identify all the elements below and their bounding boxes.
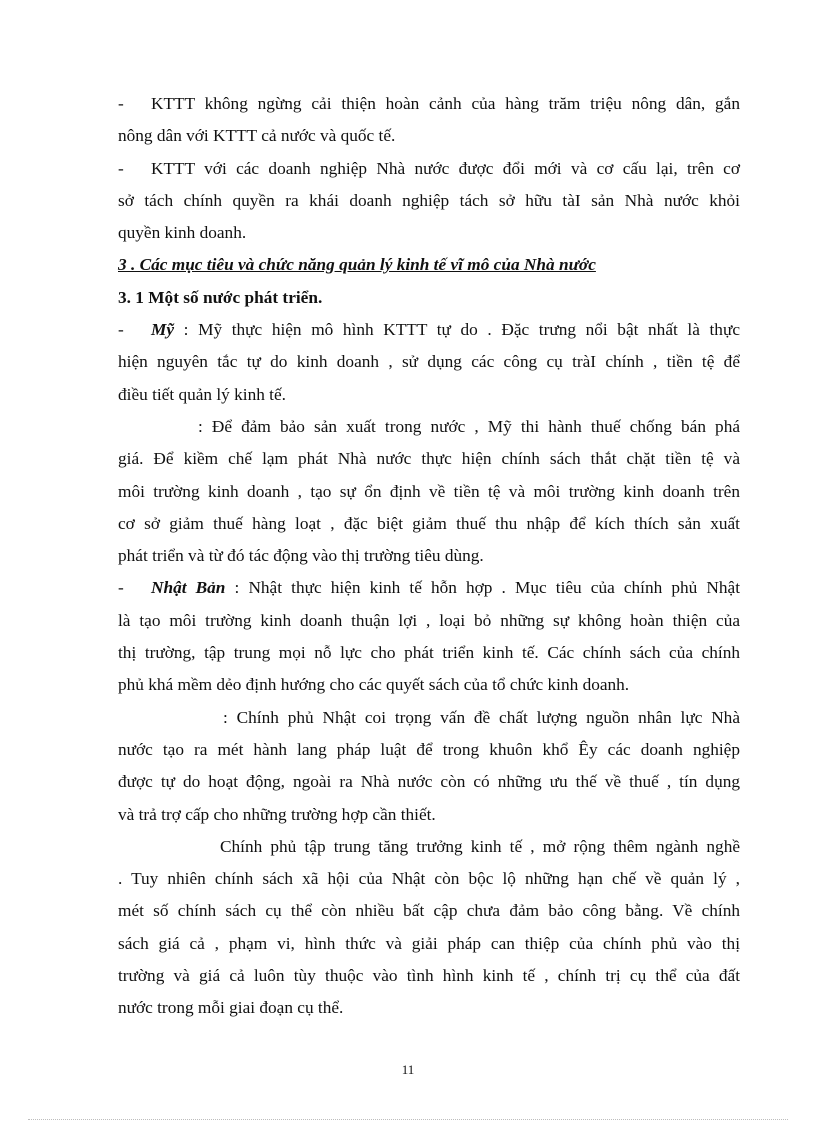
text-line-19: phủ khá mềm dẻo định hướng cho các quyết sách của tổ chức kinh doanh. — [118, 675, 630, 695]
section-heading: 3 . Các mục tiêu và chức năng quản lý kinh tế vĩ mô của Nhà nước — [118, 255, 596, 275]
text-line-20: : Chính phủ Nhật coi trọng vấn đề chất lượng nguồn nhân lực Nhà — [223, 707, 740, 727]
text-line-25: . Tuy nhiên chính sách xã hội của Nhật còn bộc lộ những hạn chế về quản lý , — [118, 869, 740, 889]
text-line-15: phát triển và từ đó tác động vào thị trường tiêu dùng. — [118, 546, 484, 566]
text-line-22: được tự do hoạt động, ngoài ra Nhà nước còn có những ưu thế về thuế , tín dụng — [118, 772, 740, 792]
country-label-my: Mỹ — [151, 320, 175, 340]
text-line-26: mét số chính sách cụ thể còn nhiều bất cập chưa đảm bảo công bằng. Về chính — [118, 901, 740, 921]
text-line-16: - Nhật Bản : Nhật thực hiện kinh tế hỗn hợp . Mục tiêu của chính phủ Nhật — [118, 572, 740, 604]
text-line-8: - Mỹ : Mỹ thực hiện mô hình KTTT tự do . Đặc trưng nổi bật nhất là thực — [118, 314, 740, 346]
text-line-27: sách giá cả , phạm vi, hình thức và giải pháp can thiệp của chính phủ vào thị — [118, 933, 740, 953]
text-line-2: nông dân với KTTT cả nước và quốc tế. — [118, 126, 396, 146]
text-line-12: giá. Để kiềm chế lạm phát Nhà nước thực hiện chính sách thắt chặt tiền tệ và — [118, 449, 740, 469]
country-label-nhat-ban: Nhật Bản — [151, 578, 226, 598]
bullet-dash: - — [118, 158, 124, 178]
text-line-3: - KTTT với các doanh nghiệp Nhà nước được đổi mới và cơ cấu lại, trên cơ — [118, 153, 740, 185]
page-number: 11 — [401, 1062, 415, 1077]
subsection-heading: 3. 1 Một số nước phát triển. — [118, 287, 323, 307]
bullet-dash: - — [118, 94, 124, 113]
text-line-5: quyền kinh doanh. — [118, 223, 247, 243]
text-line-9: hiện nguyên tắc tự do kinh doanh , sử dụng các công cụ tràI chính , tiền tệ để — [118, 352, 740, 372]
text-line-14: cơ sở giảm thuế hàng loạt , đặc biệt giảm thuế thu nhập để kích thích sản xuất — [118, 513, 740, 533]
document-body — [118, 88, 740, 1025]
text-line-18: thị trường, tập trung mọi nỗ lực cho phát triển kinh tế. Các chính sách của chính — [118, 643, 740, 663]
text-line-17: là tạo môi trường kinh doanh thuận lợi , loại bỏ những sự không hoàn thiện của — [118, 610, 740, 630]
bullet-dash: - — [118, 578, 124, 598]
page-bottom-divider — [28, 1119, 788, 1120]
text-line-21: nước tạo ra mét hành lang pháp luật để trong khuôn khổ Êy các doanh nghiệp — [118, 739, 740, 759]
text-line-29: nước trong mỗi giai đoạn cụ thể. — [118, 998, 344, 1018]
text-line-11: : Để đảm bảo sản xuất trong nước , Mỹ thi hành thuế chống bán phá — [198, 416, 740, 436]
text-line-1: - KTTT không ngừng cải thiện hoàn cảnh của hàng trăm triệu nông dân, gắn — [118, 88, 740, 120]
text-line-13: môi trường kinh doanh , tạo sự ổn định về tiền tệ và môi trường kinh doanh trên — [118, 481, 740, 501]
text-line-23: và trả trợ cấp cho những trường hợp cần thiết. — [118, 804, 436, 824]
text-line-10: điều tiết quản lý kinh tế. — [118, 384, 286, 404]
bullet-dash: - — [118, 320, 124, 340]
text-line-28: trường và giá cả luôn tùy thuộc vào tình hình kinh tế , chính trị cụ thể của đất — [118, 966, 740, 986]
text-line-24: Chính phủ tập trung tăng trưởng kinh tế , mở rộng thêm ngành nghề — [220, 836, 740, 856]
text-line-4: sở tách chính quyền ra khái doanh nghiệp tách sở hữu tàI sản Nhà nước khỏi — [118, 190, 740, 210]
